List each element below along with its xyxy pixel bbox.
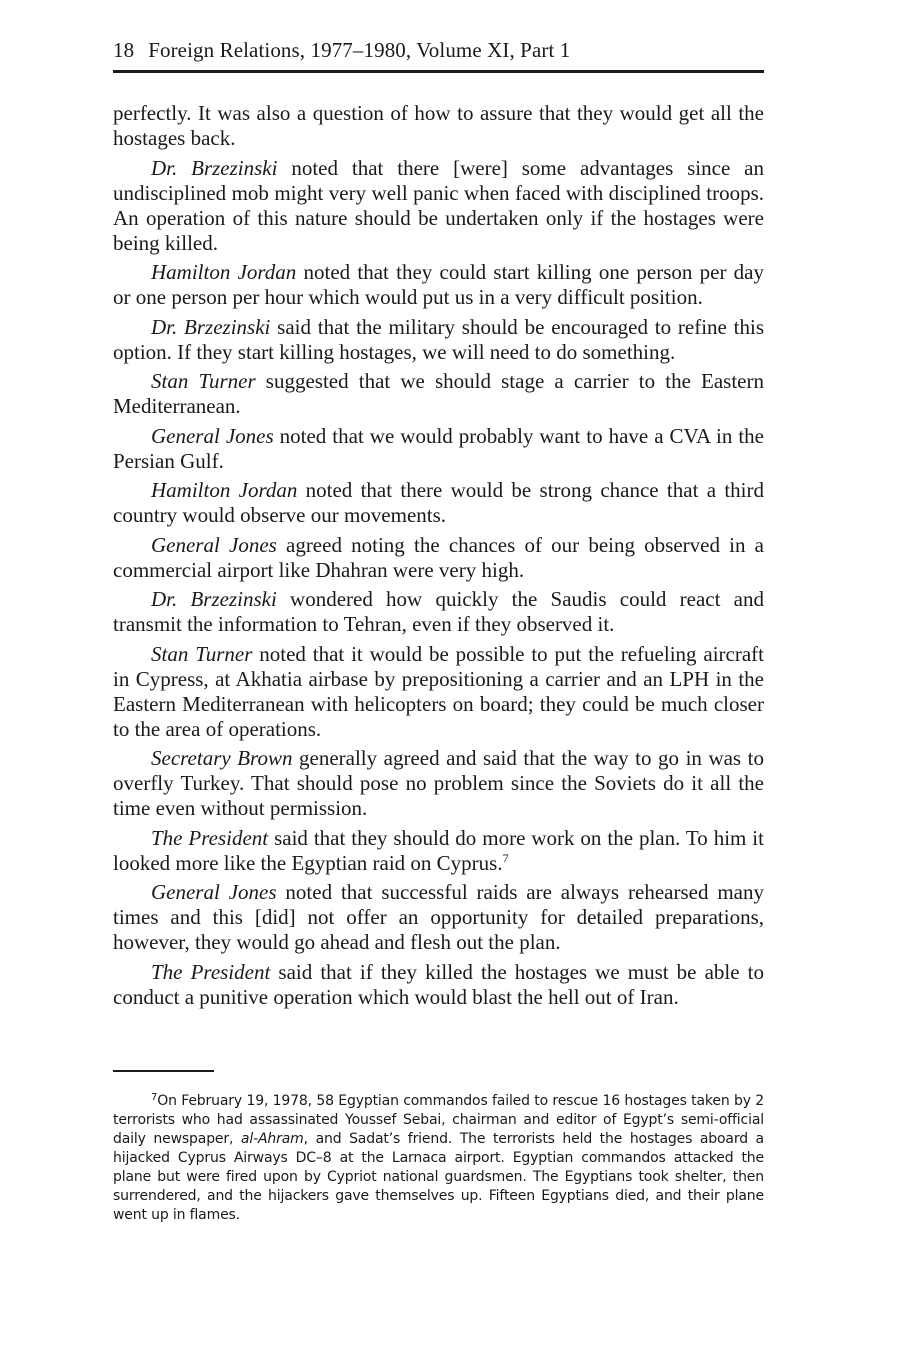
- footnote-rule: [113, 1070, 214, 1072]
- document-page: [113, 36, 764, 1014]
- speaker-name: General Jones: [151, 423, 274, 448]
- footnote-number: 7: [151, 1092, 158, 1103]
- speaker-name: The President: [151, 959, 271, 984]
- header-rule: [113, 70, 764, 73]
- speaker-name: Secretary Brown: [151, 746, 293, 770]
- speaker-name: Hamilton Jordan: [151, 260, 297, 284]
- speaker-name: Hamilton Jordan: [151, 478, 298, 502]
- paragraph: The President said that if they killed the hostages we must be able to conduct a punitive operation which would blast the hell out of Iran.: [113, 959, 764, 1009]
- paragraph: Secretary Brown generally agreed and said that the way to go in was to overfly Turkey. That should pose no problem since the Soviets do it all the time even without permission.: [113, 746, 764, 820]
- volume-title: Foreign Relations, 1977–1980, Volume XI, Part 1: [148, 38, 571, 62]
- speaker-name: General Jones: [151, 880, 277, 904]
- paragraph: Hamilton Jordan noted that they could start killing one person per day or one person per hour which would put us in a very difficult position.: [113, 260, 764, 309]
- running-head: [113, 36, 764, 64]
- body-text: [113, 101, 764, 1010]
- paragraph: perfectly. It was also a question of how to assure that they would get all the hostages back.: [113, 101, 764, 150]
- speaker-name: Dr. Brzezinski: [151, 587, 277, 611]
- speaker-name: Stan Turner: [151, 369, 256, 393]
- footnote: $^7$On February 19, 1978, 58 Egyptian commandos failed to rescue 16 hostages taken by 2 terrorists who had assassinated Youssef Sebai, chairman and editor of Egypt’s semi-official daily newspaper, al-Ahram, and Sadat’s friend. The terrorists held the hostages aboard a hijacked Cyprus Airways DC–8 at the Larnaca airport. Egyptian commandos attacked the plane but were fired upon by Cypriot national guardsmen. The Egyptians took shelter, then surrendered, and the hijackers gave themselves up. Fifteen Egyptians died, and their plane went up in flames.: [113, 1092, 764, 1223]
- speaker-name: Dr. Brzezinski: [151, 155, 278, 180]
- paragraph: Hamilton Jordan noted that there would be strong chance that a third country would observe our movements.: [113, 478, 764, 527]
- speaker-name: Dr. Brzezinski: [151, 314, 271, 339]
- paragraph: Stan Turner suggested that we should stage a carrier to the Eastern Mediterranean.: [113, 369, 764, 418]
- paragraph: General Jones noted that we would probably want to have a CVA in the Persian Gulf.: [113, 423, 764, 473]
- paragraph: Dr. Brzezinski said that the military should be encouraged to refine this option. If they start killing hostages, we will need to do something.: [113, 314, 765, 364]
- footnote-reference[interactable]: 7: [502, 850, 509, 865]
- paragraph: Dr. Brzezinski noted that there [were] some advantages since an undisciplined mob might very well panic when faced with disciplined troops. An operation of this nature should be undertaken only if the hostages were being killed.: [113, 155, 764, 255]
- speaker-name: The President: [151, 825, 269, 850]
- paragraph: Stan Turner noted that it would be possible to put the refueling aircraft in Cypress, at Akhatia airbase by prepositioning a carrier and an LPH in the Eastern Mediterranean with helicopters on board; they could be much closer to the area of operations.: [113, 641, 765, 741]
- speaker-name: General Jones: [151, 532, 277, 557]
- page-number: 18: [113, 38, 135, 62]
- speaker-name: Stan Turner: [151, 641, 253, 666]
- paragraph: Dr. Brzezinski wondered how quickly the Saudis could react and transmit the information to Tehran, even if they observed it.: [113, 587, 764, 636]
- publication-title: al-Ahram: [240, 1131, 304, 1147]
- paragraph: General Jones noted that successful raids are always rehearsed many times and this [did] not offer an opportunity for detailed preparations, however, they would go ahead and flesh out the plan.: [113, 880, 764, 954]
- paragraph: The President said that they should do more work on the plan. To him it looked more like the Egyptian raid on Cyprus.$^7$: [113, 825, 764, 875]
- paragraph: General Jones agreed noting the chances of our being observed in a commercial airport like Dhahran were very high.: [113, 532, 764, 582]
